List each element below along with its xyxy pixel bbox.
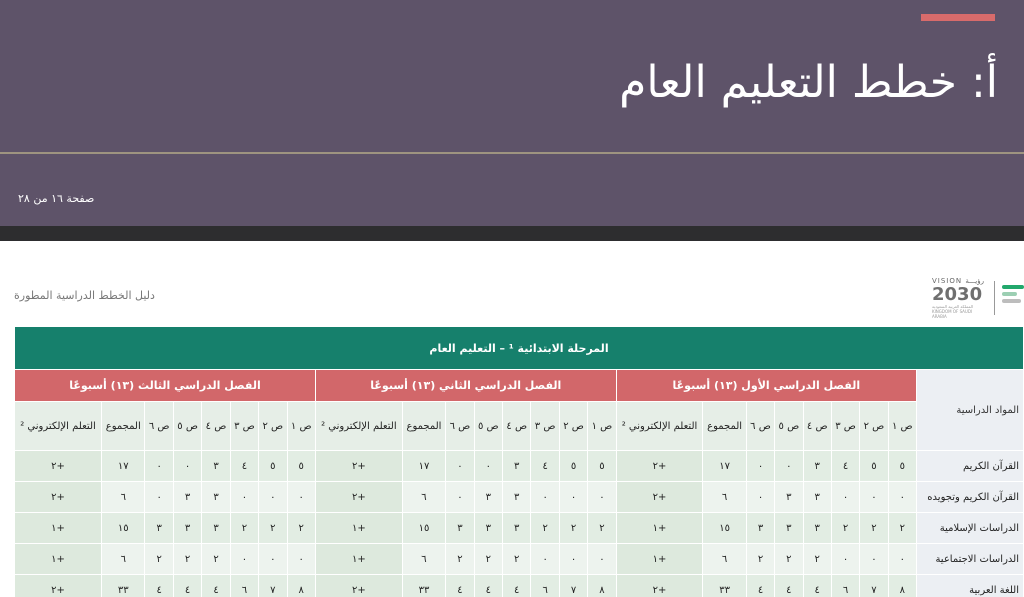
total-cell: ٦ <box>402 544 445 575</box>
grade-column-header: ص ٦ <box>446 402 474 451</box>
grade-hours-cell: ٠ <box>888 482 916 513</box>
total-cell: ٣٣ <box>703 575 746 597</box>
grade-hours-cell: ٢ <box>746 544 774 575</box>
vision-2030-logo <box>932 277 988 317</box>
grade-hours-cell: ٤ <box>831 451 859 482</box>
grade-hours-cell: ٢ <box>287 513 315 544</box>
grade-hours-cell: ٢ <box>775 544 803 575</box>
grade-hours-cell: ٠ <box>145 451 173 482</box>
semester-header-row <box>15 370 1024 402</box>
total-cell: ١٧ <box>703 451 746 482</box>
grade-hours-cell: ٤ <box>145 575 173 597</box>
grade-column-header: ص ٢ <box>860 402 888 451</box>
grade-column-header: ص ٢ <box>259 402 287 451</box>
grade-hours-cell: ٠ <box>259 482 287 513</box>
total-cell: ١٧ <box>102 451 145 482</box>
grade-hours-cell: ٥ <box>287 451 315 482</box>
grade-hours-cell: ٠ <box>559 482 587 513</box>
subject-name: الدراسات الاجتماعية <box>916 544 1023 575</box>
grade-hours-cell: ٤ <box>202 575 230 597</box>
column-header-row <box>15 402 1024 451</box>
grade-hours-cell: ٣ <box>145 513 173 544</box>
grade-hours-cell: ٠ <box>446 482 474 513</box>
grade-hours-cell: ٢ <box>559 513 587 544</box>
grade-hours-cell: ٣ <box>173 513 201 544</box>
grade-column-header: ص ٣ <box>531 402 559 451</box>
grade-hours-cell: ٠ <box>831 544 859 575</box>
grade-hours-cell: ٤ <box>803 575 831 597</box>
grade-hours-cell: ٨ <box>588 575 616 597</box>
total-cell: ٣٣ <box>402 575 445 597</box>
elearning-column-header: التعلم الإلكتروني ² <box>15 402 102 451</box>
semester-title: الفصل الدراسي الأول (١٣) أسبوعًا <box>616 370 916 402</box>
vision-caption: المملكة العربية السعودية KINGDOM OF SAUDI ARABIA <box>932 304 974 319</box>
total-cell: ٦ <box>102 482 145 513</box>
logo-divider <box>994 281 995 315</box>
subject-name: الدراسات الإسلامية <box>916 513 1023 544</box>
grade-hours-cell: ٣ <box>775 482 803 513</box>
grade-hours-cell: ٠ <box>860 482 888 513</box>
total-cell: ١٧ <box>402 451 445 482</box>
grade-column-header: ص ١ <box>888 402 916 451</box>
grade-hours-cell: ٣ <box>803 482 831 513</box>
subjects-header: المواد الدراسية <box>916 370 1023 451</box>
subject-name: القرآن الكريم وتجويده <box>916 482 1023 513</box>
grade-hours-cell: ٤ <box>531 451 559 482</box>
grade-hours-cell: ٤ <box>474 575 502 597</box>
total-cell: ١٥ <box>703 513 746 544</box>
grade-hours-cell: ٠ <box>559 544 587 575</box>
semester-title: الفصل الدراسي الثاني (١٣) أسبوعًا <box>315 370 616 402</box>
grade-hours-cell: ٣ <box>202 513 230 544</box>
total-cell: ٦ <box>703 482 746 513</box>
grade-column-header: ص ١ <box>588 402 616 451</box>
grade-hours-cell: ٠ <box>230 482 258 513</box>
grade-column-header: ص ٤ <box>202 402 230 451</box>
grade-hours-cell: ٣ <box>173 482 201 513</box>
grade-hours-cell: ٤ <box>446 575 474 597</box>
grade-hours-cell: ٤ <box>503 575 531 597</box>
total-cell: ٣٣ <box>102 575 145 597</box>
grade-column-header: ص ٣ <box>230 402 258 451</box>
total-column-header: المجموع <box>102 402 145 451</box>
elearning-column-header: التعلم الإلكتروني ² <box>616 402 703 451</box>
total-column-header: المجموع <box>402 402 445 451</box>
grade-hours-cell: ٨ <box>888 575 916 597</box>
grade-hours-cell: ٣ <box>202 451 230 482</box>
grade-hours-cell: ٤ <box>746 575 774 597</box>
elearning-cell: +١ <box>616 544 703 575</box>
elearning-cell: +٢ <box>15 575 102 597</box>
grade-hours-cell: ٢ <box>888 513 916 544</box>
elearning-cell: +١ <box>315 544 402 575</box>
elearning-cell: +٢ <box>616 451 703 482</box>
total-column-header: المجموع <box>703 402 746 451</box>
grade-hours-cell: ٠ <box>588 544 616 575</box>
grade-hours-cell: ٠ <box>860 544 888 575</box>
total-cell: ١٥ <box>102 513 145 544</box>
grade-hours-cell: ٢ <box>803 544 831 575</box>
ministry-logo <box>1002 285 1024 315</box>
grade-hours-cell: ٠ <box>775 451 803 482</box>
vision-arabic: رؤيـــة <box>965 277 984 285</box>
page-counter: صفحة ١٦ من ٢٨ <box>18 192 95 205</box>
grade-hours-cell: ٣ <box>474 482 502 513</box>
grade-hours-cell: ٢ <box>531 513 559 544</box>
stage-header-row <box>15 327 1024 370</box>
grade-column-header: ص ٦ <box>746 402 774 451</box>
grade-column-header: ص ٤ <box>503 402 531 451</box>
grade-hours-cell: ٤ <box>173 575 201 597</box>
grade-hours-cell: ٣ <box>803 513 831 544</box>
grade-hours-cell: ٣ <box>775 513 803 544</box>
table-row <box>15 513 1024 544</box>
grade-hours-cell: ٠ <box>746 482 774 513</box>
grade-hours-cell: ٢ <box>503 544 531 575</box>
grade-hours-cell: ٥ <box>559 451 587 482</box>
vision-year: 2030 <box>932 284 983 305</box>
grade-hours-cell: ٠ <box>474 451 502 482</box>
elearning-cell: +٢ <box>15 451 102 482</box>
grade-hours-cell: ٢ <box>173 544 201 575</box>
grade-hours-cell: ٧ <box>559 575 587 597</box>
grade-hours-cell: ٤ <box>230 451 258 482</box>
grade-hours-cell: ٠ <box>173 451 201 482</box>
grade-hours-cell: ٧ <box>259 575 287 597</box>
grade-hours-cell: ٣ <box>503 451 531 482</box>
grade-hours-cell: ٠ <box>588 482 616 513</box>
grade-column-header: ص ٣ <box>831 402 859 451</box>
grade-hours-cell: ٠ <box>531 482 559 513</box>
grade-hours-cell: ٠ <box>287 544 315 575</box>
grade-column-header: ص ٥ <box>173 402 201 451</box>
grade-hours-cell: ٠ <box>746 451 774 482</box>
grade-hours-cell: ٣ <box>202 482 230 513</box>
grade-hours-cell: ٢ <box>474 544 502 575</box>
grade-hours-cell: ٠ <box>888 544 916 575</box>
grade-hours-cell: ٦ <box>230 575 258 597</box>
grade-hours-cell: ٠ <box>831 482 859 513</box>
grade-hours-cell: ٢ <box>202 544 230 575</box>
elearning-column-header: التعلم الإلكتروني ² <box>315 402 402 451</box>
grade-hours-cell: ٠ <box>287 482 315 513</box>
grade-hours-cell: ٢ <box>446 544 474 575</box>
viewer-divider-strip <box>0 226 1024 241</box>
table-row <box>15 482 1024 513</box>
subject-name: القرآن الكريم <box>916 451 1023 482</box>
grade-column-header: ص ٦ <box>145 402 173 451</box>
total-cell: ٦ <box>402 482 445 513</box>
grade-hours-cell: ٥ <box>588 451 616 482</box>
accent-bar <box>921 14 995 21</box>
grade-hours-cell: ٤ <box>775 575 803 597</box>
banner-divider <box>0 152 1024 154</box>
grade-column-header: ص ٢ <box>559 402 587 451</box>
grade-hours-cell: ٣ <box>474 513 502 544</box>
elearning-cell: +١ <box>315 513 402 544</box>
elearning-cell: +١ <box>15 544 102 575</box>
slide-banner <box>0 0 1024 226</box>
elearning-cell: +١ <box>616 513 703 544</box>
table-row <box>15 451 1024 482</box>
grade-hours-cell: ٠ <box>259 544 287 575</box>
grade-hours-cell: ٦ <box>531 575 559 597</box>
grade-hours-cell: ٣ <box>503 513 531 544</box>
grade-column-header: ص ٥ <box>474 402 502 451</box>
elearning-cell: +٢ <box>315 482 402 513</box>
grade-hours-cell: ٢ <box>145 544 173 575</box>
grade-column-header: ص ١ <box>287 402 315 451</box>
grade-hours-cell: ٦ <box>831 575 859 597</box>
grade-hours-cell: ٣ <box>746 513 774 544</box>
total-cell: ٦ <box>102 544 145 575</box>
grade-column-header: ص ٤ <box>803 402 831 451</box>
grade-hours-cell: ٣ <box>803 451 831 482</box>
subject-name: اللغة العربية <box>916 575 1023 597</box>
elearning-cell: +٢ <box>15 482 102 513</box>
grade-column-header: ص ٥ <box>775 402 803 451</box>
document-page <box>0 241 1024 597</box>
grade-hours-cell: ٠ <box>230 544 258 575</box>
table-row <box>15 575 1024 597</box>
table-row <box>15 544 1024 575</box>
slide-title: أ: خطط التعليم العام <box>619 57 998 108</box>
grade-hours-cell: ٥ <box>888 451 916 482</box>
total-cell: ١٥ <box>402 513 445 544</box>
grade-hours-cell: ٠ <box>531 544 559 575</box>
grade-hours-cell: ٢ <box>230 513 258 544</box>
grade-hours-cell: ٠ <box>145 482 173 513</box>
grade-hours-cell: ٨ <box>287 575 315 597</box>
guide-title: دليل الخطط الدراسية المطورة <box>14 289 155 302</box>
grade-hours-cell: ٥ <box>259 451 287 482</box>
grade-hours-cell: ٢ <box>860 513 888 544</box>
elearning-cell: +٢ <box>315 575 402 597</box>
grade-hours-cell: ٥ <box>860 451 888 482</box>
grade-hours-cell: ٠ <box>446 451 474 482</box>
grade-hours-cell: ٣ <box>503 482 531 513</box>
grade-hours-cell: ٣ <box>446 513 474 544</box>
grade-hours-cell: ٢ <box>831 513 859 544</box>
elearning-cell: +٢ <box>315 451 402 482</box>
total-cell: ٦ <box>703 544 746 575</box>
vision-word: VISION <box>932 277 963 285</box>
semester-title: الفصل الدراسي الثالث (١٣) أسبوعًا <box>15 370 316 402</box>
grade-hours-cell: ٢ <box>588 513 616 544</box>
elearning-cell: +٢ <box>616 482 703 513</box>
stage-title: المرحلة الابتدائية ¹ – التعليم العام <box>15 327 1024 370</box>
study-plan-table <box>14 326 1024 597</box>
grade-hours-cell: ٧ <box>860 575 888 597</box>
elearning-cell: +١ <box>15 513 102 544</box>
grade-hours-cell: ٢ <box>259 513 287 544</box>
elearning-cell: +٢ <box>616 575 703 597</box>
